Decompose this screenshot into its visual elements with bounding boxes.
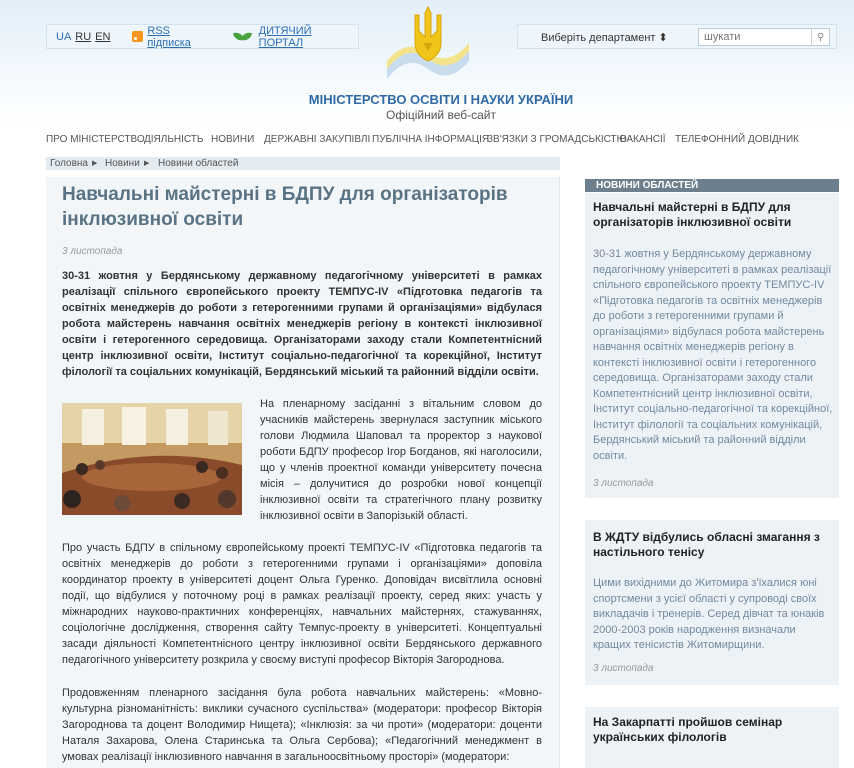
news-item-title[interactable]: В ЖДТУ відбулись обласні змагання з настільного тенісу (593, 530, 820, 559)
leaf-icon (234, 32, 252, 42)
breadcrumb-home[interactable]: Головна (50, 158, 88, 169)
coat-of-arms-emblem (387, 3, 469, 81)
search-box (698, 28, 830, 46)
rss-icon (132, 31, 143, 42)
news-item-text: 30-31 жовтня у Бердянському державному педагогічному університеті в рамках реалізації спільного європейського проекту ТЕМПУС-IV «Підготовка педагогів та освітніх менеджерів до роботи з гетерогенними групами й організаціями» відбулася робота майстерень навчання освітніх менеджерів регіону в контексті інклюзивної освіти і гетерогенного середовища. Організаторами заходу стали Компетентнісний центр інклюзивної освіти, Інститут соціально-педагогічної та корекційної, Інститут філології та соціальних комунікацій, Бердянський міський та районний відділи освіти. (593, 248, 833, 462)
article-title: Навчальні майстерні в БДПУ для організаторів інклюзивної освіти (62, 184, 508, 230)
lang-ua[interactable]: UA (56, 30, 72, 43)
sidebar-news-item (585, 520, 839, 685)
news-item-date: 3 листопада (593, 663, 654, 674)
lang-ru[interactable]: RU (75, 30, 92, 43)
site-subtitle: Офіційний веб-сайт (385, 108, 496, 122)
news-item-title[interactable]: Навчальні майстерні в БДПУ для організаторів інклюзивної освіти (593, 200, 792, 229)
kids-portal-link[interactable] (234, 25, 358, 49)
sidebar-heading: НОВИНИ ОБЛАСТЕЙ (585, 179, 839, 192)
lang-en[interactable]: EN (95, 30, 111, 43)
breadcrumb-arrow-icon: ▶ (144, 160, 150, 167)
nav-item-public-info[interactable]: ПУБЛІЧНА ІНФОРМАЦІЯ (372, 134, 490, 145)
breadcrumb-news[interactable]: Новини (105, 158, 140, 169)
kids-portal-label: ДИТЯЧИЙ ПОРТАЛ (258, 24, 312, 49)
news-item-date: 3 листопада (593, 478, 654, 489)
article-paragraph-2: Про участь БДПУ в спільному європейському проекті ТЕМПУС-IV «Підготовка педагогів та освітніх менеджерів до роботи з гетерогенними групами і організаціями» доповіла координатор проекту в університеті доцент Ольга Гуренко. Доповідач висвітлила основні події, що відбулися у поточному році в рамках реалізації проекту, серед яких: участь у міжнародних науково-практичних конференціях, навчальних майстернях, стажуваннях, соціологічне дослідження, створення сайту Темпус-проекту в університеті. Концептуальні засади діяльності Компетентнісного центру інклюзивної освіти Бердянського державного педагогічного університету розкрила у своєму виступі професор Вікторія Загороднова. (62, 542, 542, 666)
nav-item-phonebook[interactable]: ТЕЛЕФОННИЙ ДОВІДНИК (675, 134, 799, 145)
news-item-title[interactable]: На Закарпатті пройшов семінар українських філологів (593, 715, 783, 744)
article-paragraph-3: Продовженням пленарного засідання була робота навчальних майстерень: «Мовно-культурна різноманітність: виклики сучасного суспільства» (модератори: професор Вікторія Загороднова та доцент Володимир Нищета); «Інклюзія: за чи проти» (модератори: доценти Наталя Захарова, Олена Старинська та Ольга Сербова); «Педагогічний менеджмент в умовах реалізації інклюзивного навчання в загальноосвітньому просторі» (модератори: (62, 687, 542, 763)
nav-item-about[interactable]: ПРО МІНІСТЕРСТВО (46, 134, 145, 145)
nav-item-news[interactable]: НОВИНИ (211, 134, 255, 145)
nav-item-procurement[interactable]: ДЕРЖАВНІ ЗАКУПІВЛІ (264, 134, 371, 145)
site-title[interactable]: МІНІСТЕРСТВО ОСВІТИ І НАУКИ УКРАЇНИ (308, 92, 574, 107)
breadcrumb-arrow-icon: ▶ (92, 160, 98, 167)
nav-item-public-relations[interactable]: ЗВ'ЯЗКИ З ГРОМАДСЬКІСТЮ (487, 134, 627, 145)
news-item-text: Цими вихідними до Житомира з'їхалися юні спортсмени з усієї області у супроводі своїх викладачів і тренерів. Серед дівчат та юнаків 2000-2003 років народження визначали кращих тенісистів Житомирщини. (593, 577, 825, 651)
rss-link[interactable] (132, 25, 215, 49)
department-select[interactable]: Виберіть департамент ⬍ (541, 32, 668, 44)
nav-item-activity[interactable]: ДІЯЛЬНІСТЬ (144, 134, 204, 145)
article-lead: 30-31 жовтня у Бердянському державному педагогічному університеті в рамках реалізації спільного європейського проекту ТЕМПУС-IV «Підготовка педагогів та освітніх менеджерів до роботи з гетерогенними групами й організаціями» відбулася робота майстерень навчання освітніх менеджерів регіону в контексті інклюзивної освіти і гетерогенного середовища. Організаторами заходу стали Компетентнісний центр інклюзивної освіти, Інститут соціально-педагогічної та корекційної, Інститут філології та соціальних комунікацій, Бердянський міський та районний відділи освіти. (62, 270, 542, 378)
nav-item-vacancies[interactable]: ВАКАНСІЇ (620, 134, 666, 145)
top-links-bar (46, 24, 359, 49)
article-paragraph-1: На пленарному засіданні з вітальним словом до учасників майстерень звернулася заступник міського голови Людмила Шаповал та проректор з наукової роботи БДПУ професор Ігор Богданов, які наголосили, що у членів проектної команди університету почесна місія – долучитися до розробки нової концепції інклюзивної освіти та стратегічного плану розвитку інклюзивної освіти в Запорізькій області. (260, 398, 542, 522)
article-photo (62, 403, 242, 515)
sidebar-news-item (585, 193, 839, 498)
article (46, 177, 560, 768)
breadcrumb-current: Новини областей (158, 158, 239, 169)
department-search-bar (517, 24, 837, 49)
breadcrumb (46, 157, 560, 170)
search-input[interactable] (699, 29, 811, 45)
sidebar-news-item (585, 707, 839, 768)
search-icon[interactable]: ⚲ (811, 29, 829, 45)
rss-label: RSS підписка (147, 24, 191, 49)
article-date: 3 листопада (62, 246, 123, 257)
